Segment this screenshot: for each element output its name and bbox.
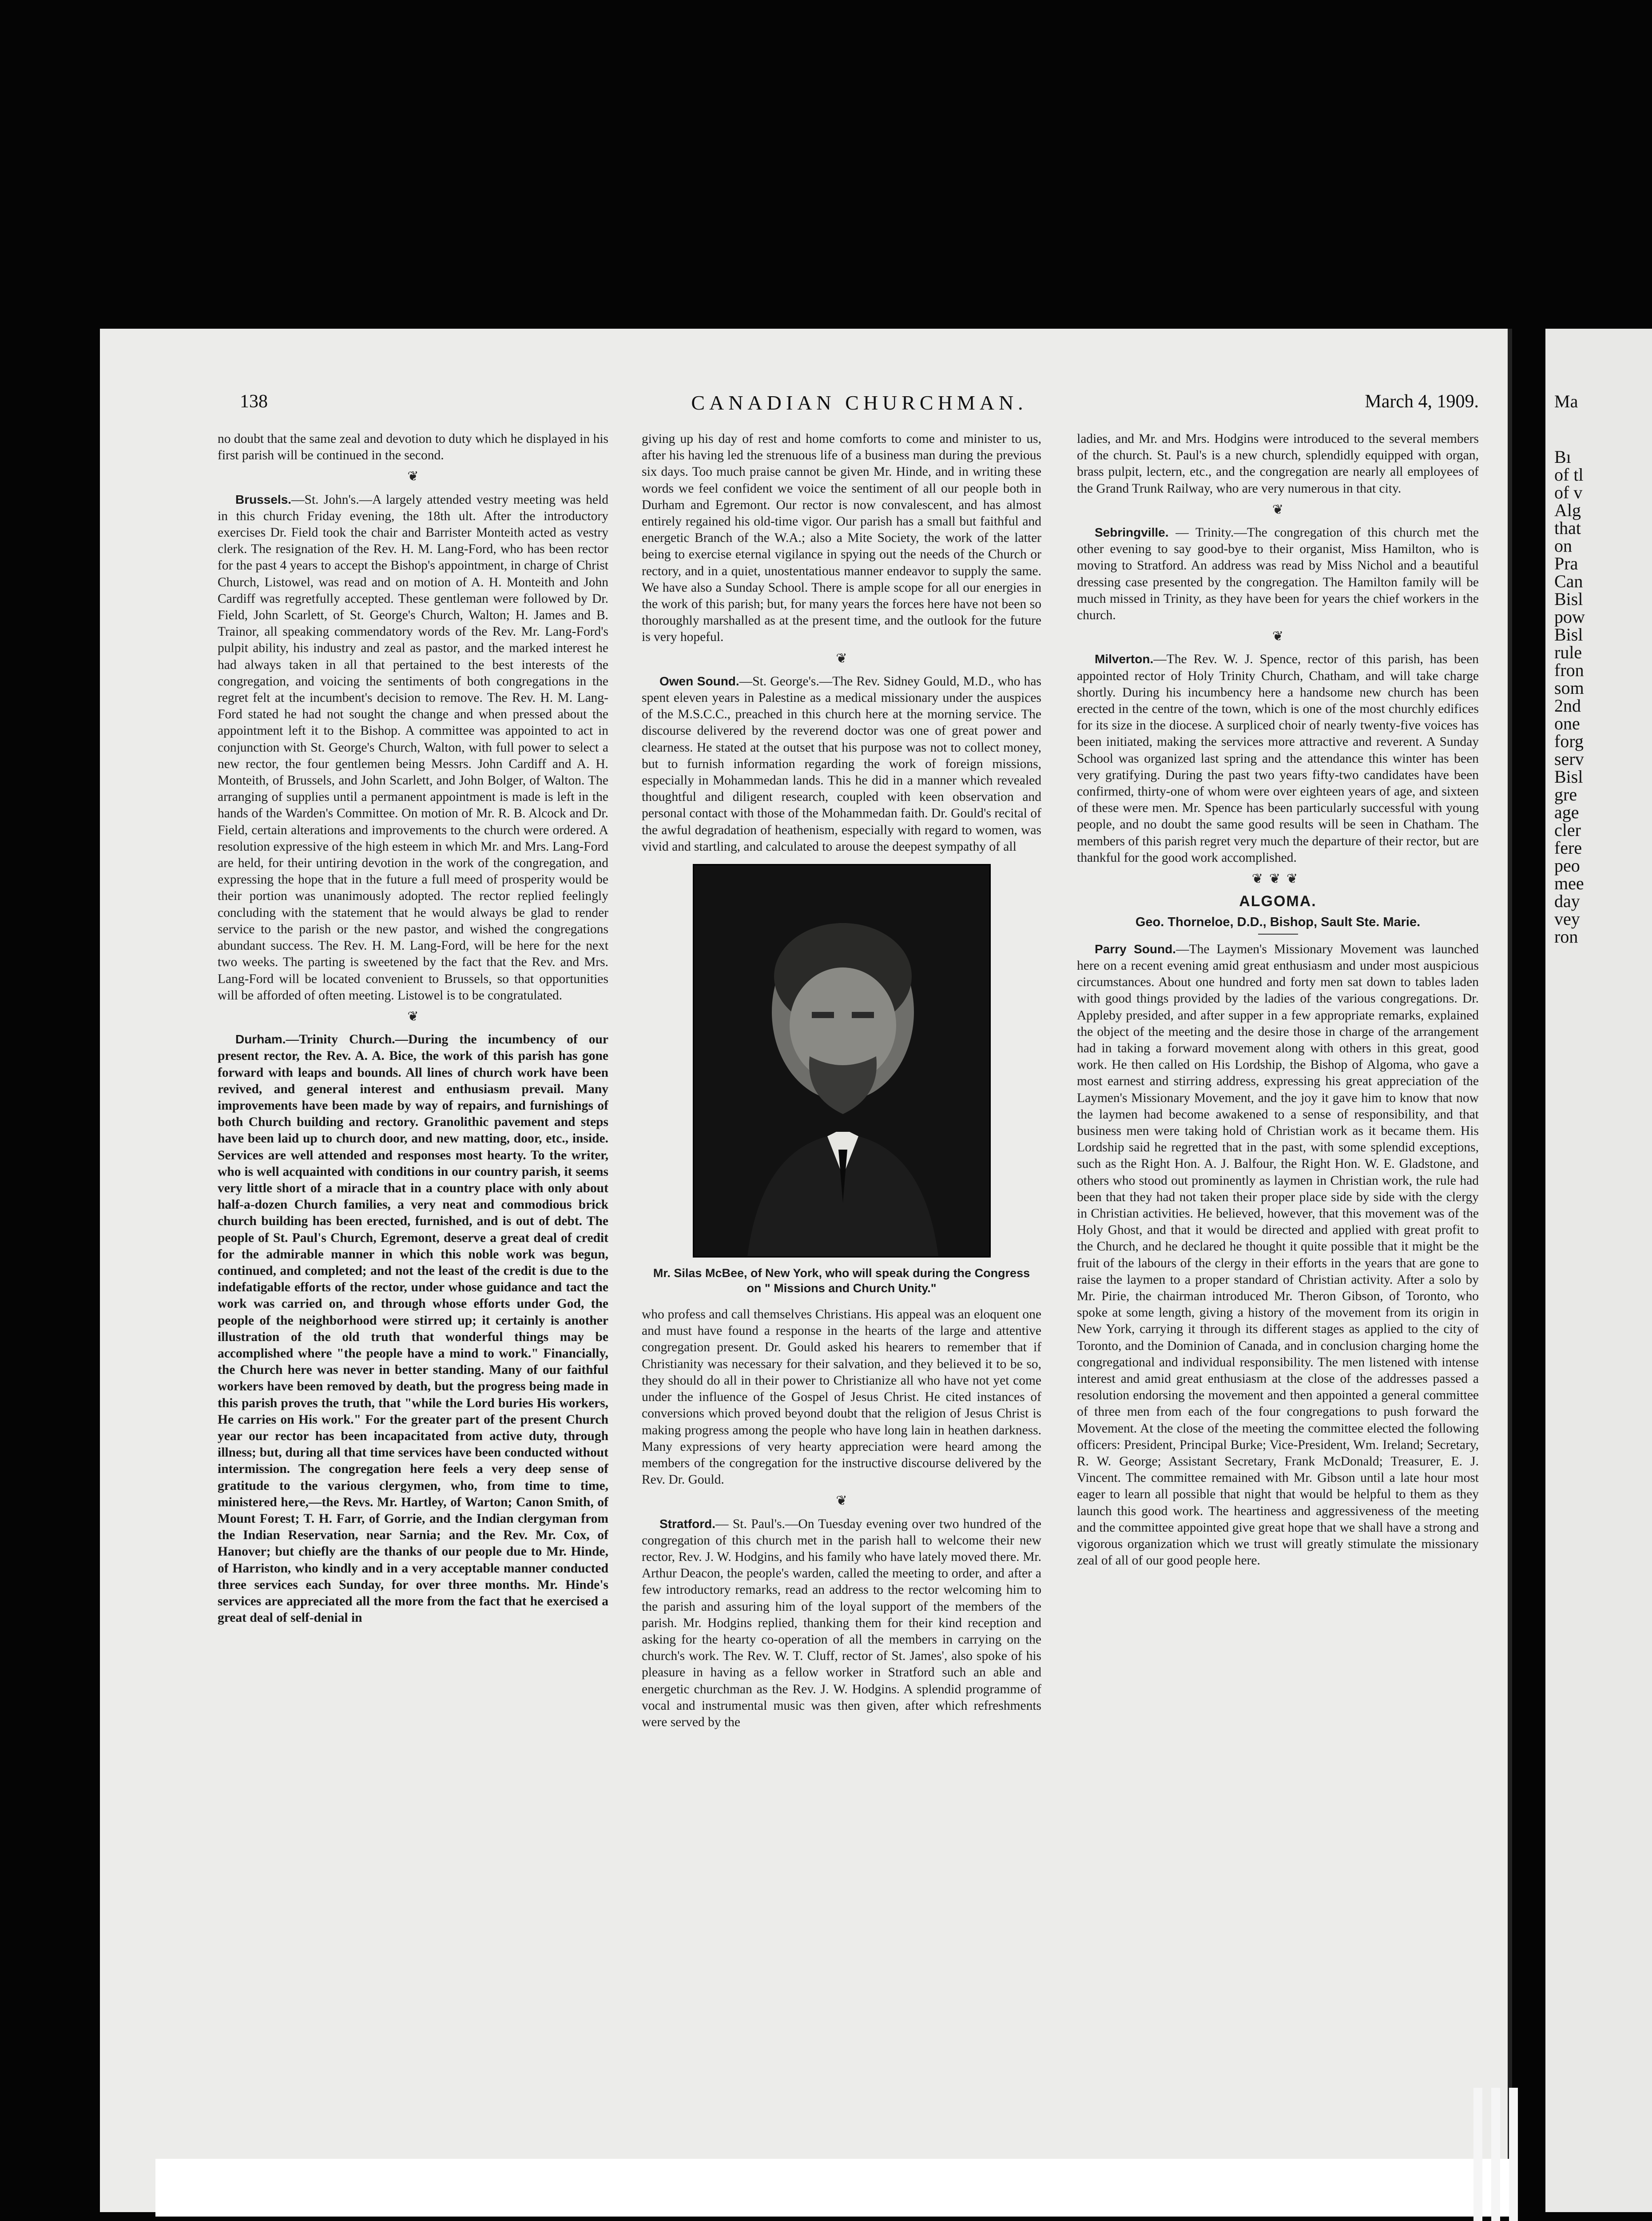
next-page-text-fragment: forg	[1554, 731, 1584, 751]
next-page-text-fragment: on	[1554, 536, 1572, 556]
triple-ornament: ❦❦❦	[1251, 872, 1304, 887]
article-text: — Trinity.—The congregation of this church met the other evening to say good-bye to their organist, Miss Hamilton, who is moving to Stratford. An address was read by Miss Nichol and a beautiful dressing case presented by the congregation. The Hamilton family will be much missed in Trinity, as they have been for years the chief workers in the church.	[1077, 525, 1479, 623]
article-head: Parry Sound.	[1095, 942, 1176, 956]
article-head: Stratford.	[659, 1516, 715, 1531]
article-stratford	[642, 1516, 1041, 1731]
article-parry-sound	[1077, 941, 1479, 1569]
next-page-text-fragment: Bisl	[1554, 625, 1583, 645]
next-page-text-fragment: som	[1554, 678, 1584, 698]
diocese-bishop: Geo. Thorneloe, D.D., Bishop, Sault Ste. Marie.	[1135, 915, 1421, 930]
light-bar	[1509, 2088, 1518, 2221]
article-text: — St. Paul's.—On Tuesday evening over two hundred of the congregation of this church met in the parish hall to welcome their new rector, Rev. J. W. Hodgins, and his family who have lately moved there. Mr. Arthur Deacon, the people's warden, called the meeting to order, and after a few introductory remarks, read an address to the rector welcoming him to the parish and assuring him of the loyal support of the members of the parish. Mr. Hodgins replied, thanking them for their kind reception and asking for the hearty co-operation of all the members in carrying on the church's work. The Rev. W. T. Cluff, rector of St. James', also spoke of his pleasure in having as a fellow worker in Stratford such an able and energetic churchman as the Rev. J. W. Hodgins. A splendid programme of vocal and instrumental music was then given, after which refreshments were served by the	[642, 1516, 1041, 1729]
section-ornament: ❦	[407, 1009, 419, 1024]
next-page-text-fragment: Bisl	[1554, 767, 1583, 787]
section-ornament: ❦	[1272, 629, 1284, 644]
scanner-light-bars	[1473, 2088, 1518, 2221]
page-bottom-edge	[155, 2159, 1514, 2217]
diocese-title: ALGOMA.	[1239, 893, 1317, 910]
article-head: Durham.	[235, 1032, 286, 1047]
section-ornament: ❦	[836, 1493, 847, 1509]
divider	[1258, 934, 1298, 935]
portrait-image	[694, 865, 989, 1256]
next-page-text-fragment: ron	[1554, 927, 1578, 947]
column-1	[218, 431, 608, 1626]
next-page-text-fragment: that	[1554, 518, 1581, 538]
page-number: 138	[240, 391, 268, 412]
article-brussels	[218, 491, 608, 1004]
adjacent-page-fragment	[1545, 329, 1652, 2212]
next-page-text-fragment: fron	[1554, 660, 1584, 680]
next-page-text-fragment: of v	[1554, 482, 1583, 502]
next-page-text-fragment: pow	[1554, 607, 1585, 627]
issue-date: March 4, 1909.	[1365, 391, 1479, 412]
section-ornament: ❦	[407, 469, 419, 484]
article-milverton	[1077, 651, 1479, 866]
article-head: Sebringville.	[1095, 525, 1169, 540]
next-page-text-fragment: age	[1554, 802, 1579, 822]
publication-title: CANADIAN CHURCHMAN.	[691, 391, 1028, 414]
next-page-text-fragment: Ma	[1554, 391, 1578, 411]
light-bar	[1473, 2088, 1482, 2221]
next-page-text-fragment: serv	[1554, 749, 1584, 769]
article-text: —Trinity Church.—During the incumbency of our present rector, the Rev. A. A. Bice, the work of this parish has gone forward with leaps and bounds. All lines of church work have been revived, and general interest and enthusiasm prevail. Many improvements have been made by way of repairs, and furnishings of both Church building and rectory. Granolithic pavement and steps have been laid up to church door, and new matting, door, etc., inside. Services are well attended and responses most hearty. To the writer, who is well acquainted with conditions in our country parish, it seems very little short of a miracle that in a country place with only about half-a-dozen Church families, a very neat and commodious brick church building has been erected, furnished, and is out of debt. The people of St. Paul's Church, Egremont, deserve a great deal of credit for the admirable manner in which this noble work was begun, continued, and completed; and not the least of the credit is due to the indefatigable efforts of the rector, under whose guidance and tact the work was carried on, and through whose efforts under God, the people of the neighborhood were stirred up; it certainly is another illustration of the old truth that wonderful things may be accomplished where "the people have a mind to work." Financially, the Church here was never in better standing. Many of our faithful workers have been removed by death, but the progress being made in this parish proves the truth, that "while the Lord buries His workers, He carries on His work." For the greater part of the present Church year our rector has been incapacitated from active duty, through illness; but, during all that time services have been conducted without intermission. The congregation here feels a very deep sense of gratitude to the various clergymen, who, from time to time, ministered here,—the Revs. Mr. Hartley, of Warton; Canon Smith, of Mount Forest; T. H. Farr, of Gorrie, and the Indian clergyman from the Indian Reservation, near Sarnia; and the Rev. Mr. Cox, of Hanover; but chiefly are the thanks of our people due to Mr. Hinde, of Harriston, who kindly and in a very acceptable manner conducted three services each Sunday, for over three months. Mr. Hinde's services are appreciated all the more from the fact that he exercised a great deal of self-denial in	[218, 1032, 608, 1625]
article-owen-sound	[642, 673, 1041, 855]
next-page-text-fragment: mee	[1554, 873, 1584, 893]
column-2	[642, 431, 1041, 1731]
paragraph: ladies, and Mr. and Mrs. Hodgins were introduced to the several members of the church. St. Paul's is a new church, splendidly equipped with organ, brass pulpit, lectern, etc., and the congregation are nearly all employees of the Grand Trunk Railway, who are very numerous in that city.	[1077, 432, 1479, 496]
next-page-text-fragment: of tl	[1554, 465, 1584, 485]
paragraph: no doubt that the same zeal and devotion to duty which he displayed in his first parish will be continued in the second.	[218, 432, 608, 463]
next-page-text-fragment: Bisl	[1554, 589, 1583, 609]
article-head: Brussels.	[235, 492, 292, 506]
article-head: Milverton.	[1095, 652, 1154, 666]
next-page-text-fragment: peo	[1554, 856, 1580, 876]
portrait-photo	[693, 864, 991, 1258]
paragraph: giving up his day of rest and home comforts to come and minister to us, after his having led the strenuous life of a business man during the previous six days. Too much praise cannot be given Mr. Hinde, and in writing these words we feel confident we voice the sentiment of all our people both in Durham and Egremont. Our rector is now convalescent, and has almost entirely regained his old-time vigor. Our parish has a small but faithful and energetic Branch of the W.A.; also a Mite Society, the work of the latter being to exercise eternal vigilance in spying out the needs of the Church or rectory, and in a quiet, unostentatious manner endeavor to supply the same. We have also a Sunday School. There is ample scope for all our energies in the work of this parish; but, for many years the forces here have not been so thoroughly marshalled as at the present time, and the outlook for the future is very hopeful.	[642, 432, 1041, 645]
next-page-text-fragment: 2nd	[1554, 696, 1581, 716]
next-page-text-fragment: Can	[1554, 571, 1583, 591]
next-page-text-fragment: Pra	[1554, 553, 1578, 573]
next-page-text-fragment: Alg	[1554, 500, 1581, 520]
article-durham	[218, 1031, 608, 1626]
page-header	[240, 391, 1479, 418]
photo-caption: Mr. Silas McBee, of New York, who will speak during the Congress on " Missions and Church Unity."	[653, 1266, 1030, 1295]
article-text: —St. John's.—A largely attended vestry meeting was held in this church Friday evening, the 18th ult. After the introductory exercises Dr. Field took the chair and Barrister Monteith acted as vestry clerk. The resignation of the Rev. H. M. Lang-Ford, who has been rector for the past 4 years to accept the Bishop's appointment, in charge of Christ Church, Listowel, was read and on motion of A. H. Monteith and John Cardiff was regretfully accepted. These gentleman were followed by Dr. Field, John Scarlett, of St. George's Church, Walton; H. James and B. Trainor, all speaking commendatory words of the Rev. Mr. Lang-Ford's pulpit ability, his industry and zeal as pastor, and the marked interest he had always taken in all that pertained to the best interests of the congregation, and voicing the sentiments of both congregations in the regret felt at the incumbent's decision to remove. The Rev. H. M. Lang-Ford stated he had not sought the change and when pressed about the appointment left it to the Bishop. A committee was appointed to act in conjunction with St. George's Church, Walton, with full power to select a new rector, the four gentlemen being Messrs. John Cardiff and A. H. Monteith, of Brussels, and John Scarlett, and John Bolger, of Walton. The arranging of supplies until a permanent appointment is made is left in the hands of the Warden's Committee. On motion of Mr. R. B. Alcock and Dr. Field, certain alterations and improvements to the church were ordered. A resolution expressive of the high esteem in which Mr. and Mrs. Lang-Ford are held, for their untiring devotion in the work of the congregation, and expressing the hope that in the future a full meed of prosperity would be their portion was unanimously adopted. The rector replied feelingly concluding with the statement that he would always be glad to render service to the parish or the new pastor, and wished the congregations abundant success. The Rev. H. M. Lang-Ford, will be here for the next two weeks. The parting is sweetened by the fact that the Rev. and Mrs. Lang-Ford will be located convenient to Brussels, so that opportunities will be afforded of often meeting. Listowel is to be congratulated.	[218, 492, 608, 1003]
section-ornament: ❦	[836, 651, 847, 666]
next-page-text-fragment: gre	[1554, 784, 1577, 804]
next-page-text-fragment: rule	[1554, 642, 1582, 662]
next-page-text-fragment: one	[1554, 713, 1580, 733]
paragraph: who profess and call themselves Christians. His appeal was an eloquent one and must have found a response in the hearts of the large and attentive congregation present. Dr. Gould asked his hearers to remember that if Christianity was necessary for their salvation, and they believed it to be so, they should do all in their power to Christianize all who have not yet come under the influence of the Gospel of Jesus Christ. He cited instances of conversions which proved beyond doubt that the religion of Jesus Christ is making progress among the people who have long lain in heathen darkness. Many expressions of very hearty appreciation were heard among the members of the congregation for the instructive discourse delivered by the Rev. Dr. Gould.	[642, 1307, 1041, 1487]
next-page-text-fragment: vey	[1554, 909, 1580, 929]
article-text: —The Rev. W. J. Spence, rector of this parish, has been appointed rector of Holy Trinity Church, Chatham, and will take charge shortly. During his incumbency here a handsome new church has been erected in the centre of the town, which is one of the most churchly edifices for its size in the diocese. A surpliced choir of nearly twenty-five voices has been initiated, making the services more attractive and reverent. A Sunday School was organized last spring and the attendance this winter has been very gratifying. During the past two years fifty-two candidates have been confirmed, thirty-one of whom were over eighteen years of age, and sixteen of these were men. Mr. Spence has been particularly successful with young people, and no doubt the same good results will be seen in Chatham. The members of this parish regret very much the departure of their rector, but are thankful for the good work accomplished.	[1077, 652, 1479, 865]
article-sebringville	[1077, 524, 1479, 624]
column-3	[1077, 431, 1479, 1569]
next-page-text-fragment: cler	[1554, 820, 1581, 840]
next-page-text-fragment: fere	[1554, 838, 1582, 858]
light-bar	[1491, 2088, 1500, 2221]
next-page-text-fragment: day	[1554, 891, 1580, 911]
section-ornament: ❦	[1272, 502, 1284, 517]
article-text: —The Laymen's Missionary Movement was launched here on a recent evening amid great enthusiasm and under most auspicious circumstances. About one hundred and forty men sat down to tables laden with good things provided by the ladies of the various congregations. Dr. Appleby presided, and after supper in a few appropriate remarks, explained the object of the meeting and the desire those in charge of the arrangement had in taking a forward movement along with others in this great, good work. He then called on His Lordship, the Bishop of Algoma, who gave a most earnest and stirring address, expressing his great appreciation of the Laymen's Missionary Movement, and the joy it gave him to know that now the laymen had become awakened to a sense of responsibility, and that business men were taking hold of Christian work as it became them. His Lordship said he regretted that in the past, with some splendid exceptions, such as the Right Hon. A. J. Balfour, the Right Hon. W. E. Gladstone, and others who stood out prominently as laymen in Christian work, the rule had been that they had not taken their proper place side by side with the clergy in Christian activities. He believed, however, that this movement was of the Holy Ghost, and that it would be directed and applied with great profit to the Church, and he declared he thought it quite possible that it might be the fruit of the labours of the clergy in their efforts in the years that are gone to raise the laymen to a proper standard of Christian activity. After a solo by Mr. Pirie, the chairman introduced Mr. Theron Gibson, of Toronto, who spoke at some length, giving a history of the movement from its origin in New York, carrying it through its different stages as applied to the city of Toronto, and the Dominion of Canada, and in conclusion charging home the congregational and individual responsibility. The men listened with intense interest and amid great enthusiasm at the close of the addresses passed a resolution endorsing the movement and then appointed a general committee of three men from each of the four congregations to push forward the Movement. At the close of the meeting the committee elected the following officers: President, Principal Burke; Vice-President, Wm. Ireland; Secretary, R. W. George; Assistant Secretary, Frank McDonald; Treasurer, E. J. Vincent. The committee remained with Mr. Gibson until a late hour most eager to learn all possible that night that would be helpful to them as they launch this good work. The heartiness and aggressiveness of the meeting and the committee appointed give great hope that we shall have a strong and vigorous organization which we trust will greatly stimulate the missionary zeal of all of our good people here.	[1077, 942, 1479, 1568]
article-head: Owen Sound.	[659, 674, 739, 688]
next-page-text-fragment: Bı	[1554, 447, 1571, 467]
article-text: —St. George's.—The Rev. Sidney Gould, M.D., who has spent eleven years in Palestine as a medical missionary under the auspices of the M.S.C.C., preached in this church here at the morning service. The discourse delivered by the reverend doctor was one of great power and clearness. He stated at the outset that his purpose was not to collect money, but to furnish information regarding the work of foreign missions, especially in Mohammedan lands. This he did in a manner which revealed thoughtful and diligent research, coupled with keen observation and personal contact with those of the Mohammedan faith. Dr. Gould's recital of the awful degradation of heathenism, especially with regard to women, was vivid and startling, and calculated to arouse the deepest sympathy of all	[642, 674, 1041, 854]
